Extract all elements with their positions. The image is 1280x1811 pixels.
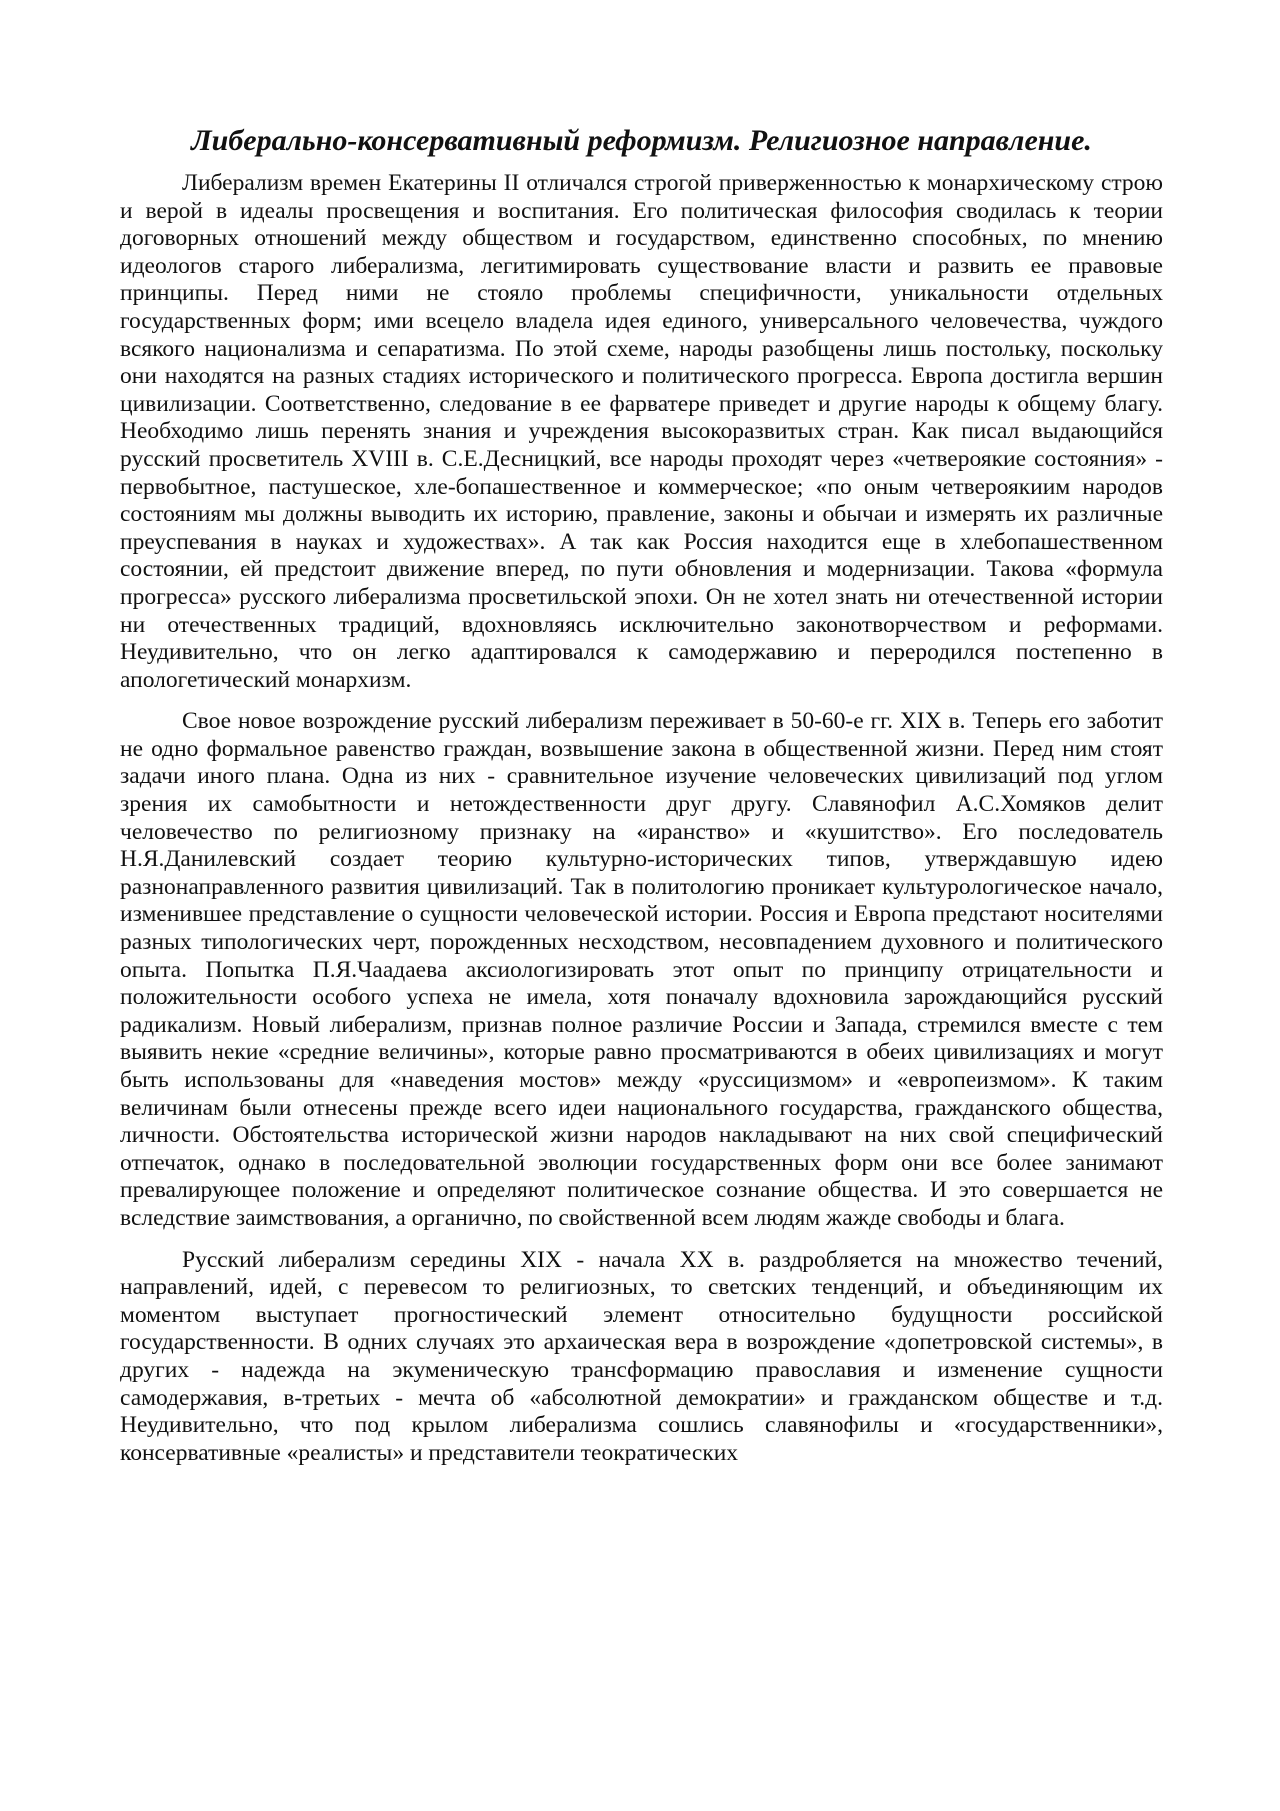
document-title: Либерально-консервативный реформизм. Религиозное направление. xyxy=(191,124,1092,157)
paragraph-1: Либерализм времен Екатерины II отличался строгой приверженностью к монархическому строю и верой в идеалы просвещения и воспитания. Его политическая философия сводилась к теории договорных отношений между обществом и государством, единственно способных, по мнению идеологов старого либерализма, легитимировать существование власти и развить ее правовые принципы. Перед ними не стояло проблемы специфичности, уникальности отдельных государственных форм; ими всецело владела идея единого, универсального человечества, чуждого всякого национализма и сепаратизма. По этой схеме, народы разобщены лишь постольку, поскольку они находятся на разных стадиях исторического и политического прогресса. Европа достигла вершин цивилизации. Соответственно, следование в ее фарватере приведет и другие народы к общему благу. Необходимо лишь перенять знания и учреждения высокоразвитых стран. Как писал выдающийся русский просветитель XVIII в. С.Е.Десницкий, все народы проходят через «четвероякие состояния» - первобытное, пастушеское, хле-бопашественное и коммерческое; «по оным четвероякиим народов состояниям мы должны выводить их историю, правление, законы и обычаи и измерять их различные преуспевания в науках и художествах». А так как Россия находится еще в хлебопашественном состоянии, ей предстоит движение вперед, по пути обновления и модернизации. Такова «формула прогресса» русского либерализма просветильской эпохи. Он не хотел знать ни отечественной истории ни отечественных традиций, вдохновляясь исключительно законотворчеством и реформами. Неудивительно, что он легко адаптировался к самодержавию и переродился постепенно в апологетический монархизм. xyxy=(120,170,1163,693)
paragraph-2: Свое новое возрождение русский либерализм переживает в 50-60-е гг. XIX в. Теперь его заботит не одно формальное равенство граждан, возвышение закона в общественной жизни. Перед ним стоят задачи иного плана. Одна из них - сравнительное изучение человеческих цивилизаций под углом зрения их самобытности и нетождественности друг другу. Славянофил А.С.Хомяков делит человечество по религиозному признаку на «иранство» и «кушитство». Его последователь Н.Я.Данилевский создает теорию культурно-исторических типов, утверждавшую идею разнонаправленного развития цивилизаций. Так в политологию проникает культурологическое начало, изменившее представление о сущности человеческой истории. Россия и Европа предстают носителями разных типологических черт, порожденных несходством, несовпадением духовного и политического опыта. Попытка П.Я.Чаадаева аксиологизировать этот опыт по принципу отрицательности и положительности особого успеха не имела, хотя поначалу вдохновила зарождающийся русский радикализм. Новый либерализм, признав полное различие России и Запада, стремился вместе с тем выявить некие «средние величины», которые равно просматриваются в обеих цивилизациях и могут быть использованы для «наведения мостов» между «руссицизмом» и «европеизмом». К таким величинам были отнесены прежде всего идеи национального государства, гражданского общества, личности. Обстоятельства исторической жизни народов накладывают на них свой специфический отпечаток, однако в последовательной эволюции государственных форм они все более занимают превалирующее положение и определяют политическое сознание общества. И это совершается не вследствие заимствования, а органично, по свойственной всем людям жажде свободы и блага. xyxy=(120,708,1163,1231)
document-page xyxy=(120,124,1163,1481)
paragraph-3: Русский либерализм середины XIX - начала XX в. раздробляется на множество течений, направлений, идей, с перевесом то религиозных, то светских тенденций, и объединяющим их моментом выступает прогностический элемент относительно будущности российской государственности. В одних случаях это архаическая вера в возрождение «допетровской системы», в других - надежда на экуменическую трансформацию православия и изменение сущности самодержавия, в-третьих - мечта об «абсолютной демократии» и гражданском обществе и т.д. Неудивительно, что под крылом либерализма сошлись славянофилы и «государственники», консервативные «реалисты» и представители теократических xyxy=(120,1246,1163,1466)
